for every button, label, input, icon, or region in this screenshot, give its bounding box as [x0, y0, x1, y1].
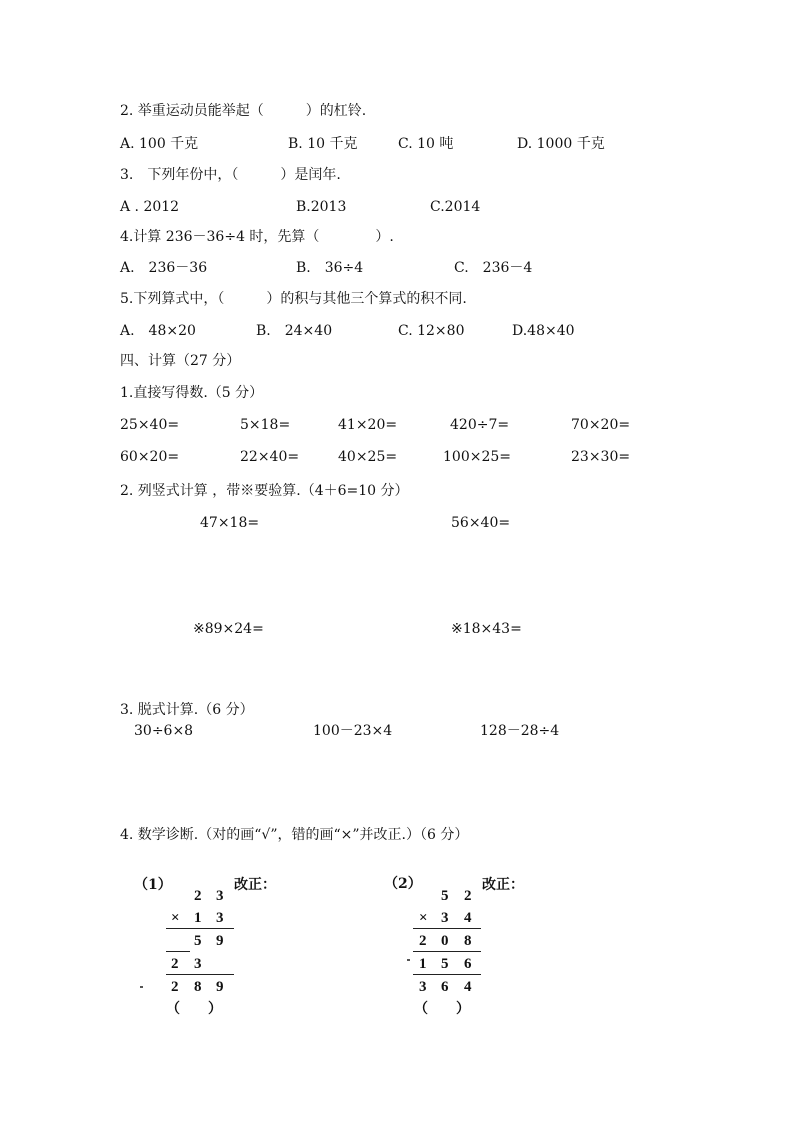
digit: 9	[216, 979, 224, 995]
question-2-stem: 2. 举重运动员能举起（ ）的杠铃.	[120, 103, 367, 119]
question-4-option-c: C. 236－4	[454, 260, 533, 276]
mental-math-item: 23×30=	[571, 449, 631, 465]
part-1-title: 1.直接写得数.（5 分）	[120, 385, 264, 401]
underline	[166, 951, 190, 952]
question-2-option-a: A. 100 千克	[120, 136, 199, 152]
digit: 4	[464, 979, 472, 995]
question-3-stem: 3. 下列年份中，（ ）是闰年.	[120, 167, 341, 183]
digit: 3	[216, 910, 224, 926]
step-calc-item: 128－28÷4	[480, 723, 560, 739]
digit: 1	[194, 910, 202, 926]
mental-math-item: 70×20=	[571, 417, 631, 433]
digit: 6	[464, 956, 472, 972]
underline	[413, 974, 481, 975]
question-4-option-b: B. 36÷4	[296, 260, 364, 276]
answer-paren: （ ）	[414, 1001, 470, 1017]
part-3-title: 3. 脱式计算.（6 分）	[120, 702, 254, 718]
vertical-calc-item: ※89×24=	[193, 621, 264, 637]
digit: 2	[419, 933, 427, 949]
digit: 2	[194, 888, 202, 904]
underline	[166, 974, 234, 975]
digit: 3	[419, 979, 427, 995]
problem-1-label: （1）	[134, 877, 172, 893]
answer-paren: （ ）	[166, 1001, 222, 1017]
question-3-option-b: B.2013	[296, 199, 347, 215]
question-2-option-d: D. 1000 千克	[517, 136, 605, 152]
question-5-option-c: C. 12×80	[398, 323, 465, 339]
digit: 9	[216, 933, 224, 949]
mental-math-item: 25×40=	[120, 417, 180, 433]
underline	[166, 928, 234, 929]
digit: 4	[464, 910, 472, 926]
digit: 5	[441, 888, 449, 904]
question-5-option-b: B. 24×40	[256, 323, 333, 339]
digit: 3	[216, 888, 224, 904]
digit: 2	[171, 956, 179, 972]
digit: 1	[419, 956, 427, 972]
digit: 2	[464, 888, 472, 904]
digit: 2	[171, 979, 179, 995]
vertical-calc-item: 47×18=	[200, 515, 260, 531]
times-sign: ×	[171, 910, 180, 926]
digit: 5	[441, 956, 449, 972]
times-sign: ×	[419, 910, 428, 926]
question-4-option-a: A. 236－36	[120, 260, 208, 276]
vertical-calc-item: ※18×43=	[451, 621, 522, 637]
section-4-title: 四、计算（27 分）	[120, 353, 241, 369]
step-calc-item: 100－23×4	[313, 723, 393, 739]
step-calc-item: 30÷6×8	[134, 723, 194, 739]
question-2-option-b: B. 10 千克	[288, 136, 358, 152]
digit: 3	[441, 910, 449, 926]
question-4-stem: 4.计算 236－36÷4 时，先算（ ）.	[120, 229, 394, 245]
digit: 3	[194, 956, 202, 972]
problem-2-correction-label: 改正：	[482, 877, 524, 893]
problem-1-correction-label: 改正：	[234, 877, 276, 893]
question-5-option-d: D.48×40	[512, 323, 575, 339]
mental-math-item: 41×20=	[338, 417, 398, 433]
mental-math-item: 5×18=	[240, 417, 291, 433]
question-3-option-a: A . 2012	[120, 199, 180, 215]
question-2-option-c: C. 10 吨	[398, 136, 454, 152]
question-5-stem: 5.下列算式中，（ ）的积与其他三个算式的积不同.	[120, 291, 467, 307]
problem-2-label: （2）	[384, 876, 422, 892]
digit: 8	[464, 933, 472, 949]
mental-math-item: 100×25=	[443, 449, 511, 465]
question-3-option-c: C.2014	[430, 199, 481, 215]
digit: 5	[194, 933, 202, 949]
mental-math-item: 60×20=	[120, 449, 180, 465]
mental-math-item: 22×40=	[240, 449, 300, 465]
mental-math-item: 420÷7=	[450, 417, 510, 433]
speck	[140, 986, 143, 988]
part-2-title: 2. 列竖式计算 ，带※要验算.（4＋6=10 分）	[120, 483, 409, 499]
digit: 6	[441, 979, 449, 995]
question-5-option-a: A. 48×20	[120, 323, 196, 339]
underline	[413, 928, 481, 929]
digit: 0	[441, 933, 449, 949]
part-4-title: 4. 数学诊断.（对的画“√”，错的画“×”并改正.）（6 分）	[120, 827, 469, 843]
speck	[407, 959, 410, 961]
digit: 8	[194, 979, 202, 995]
vertical-calc-item: 56×40=	[451, 515, 511, 531]
mental-math-item: 40×25=	[338, 449, 398, 465]
underline	[413, 951, 481, 952]
